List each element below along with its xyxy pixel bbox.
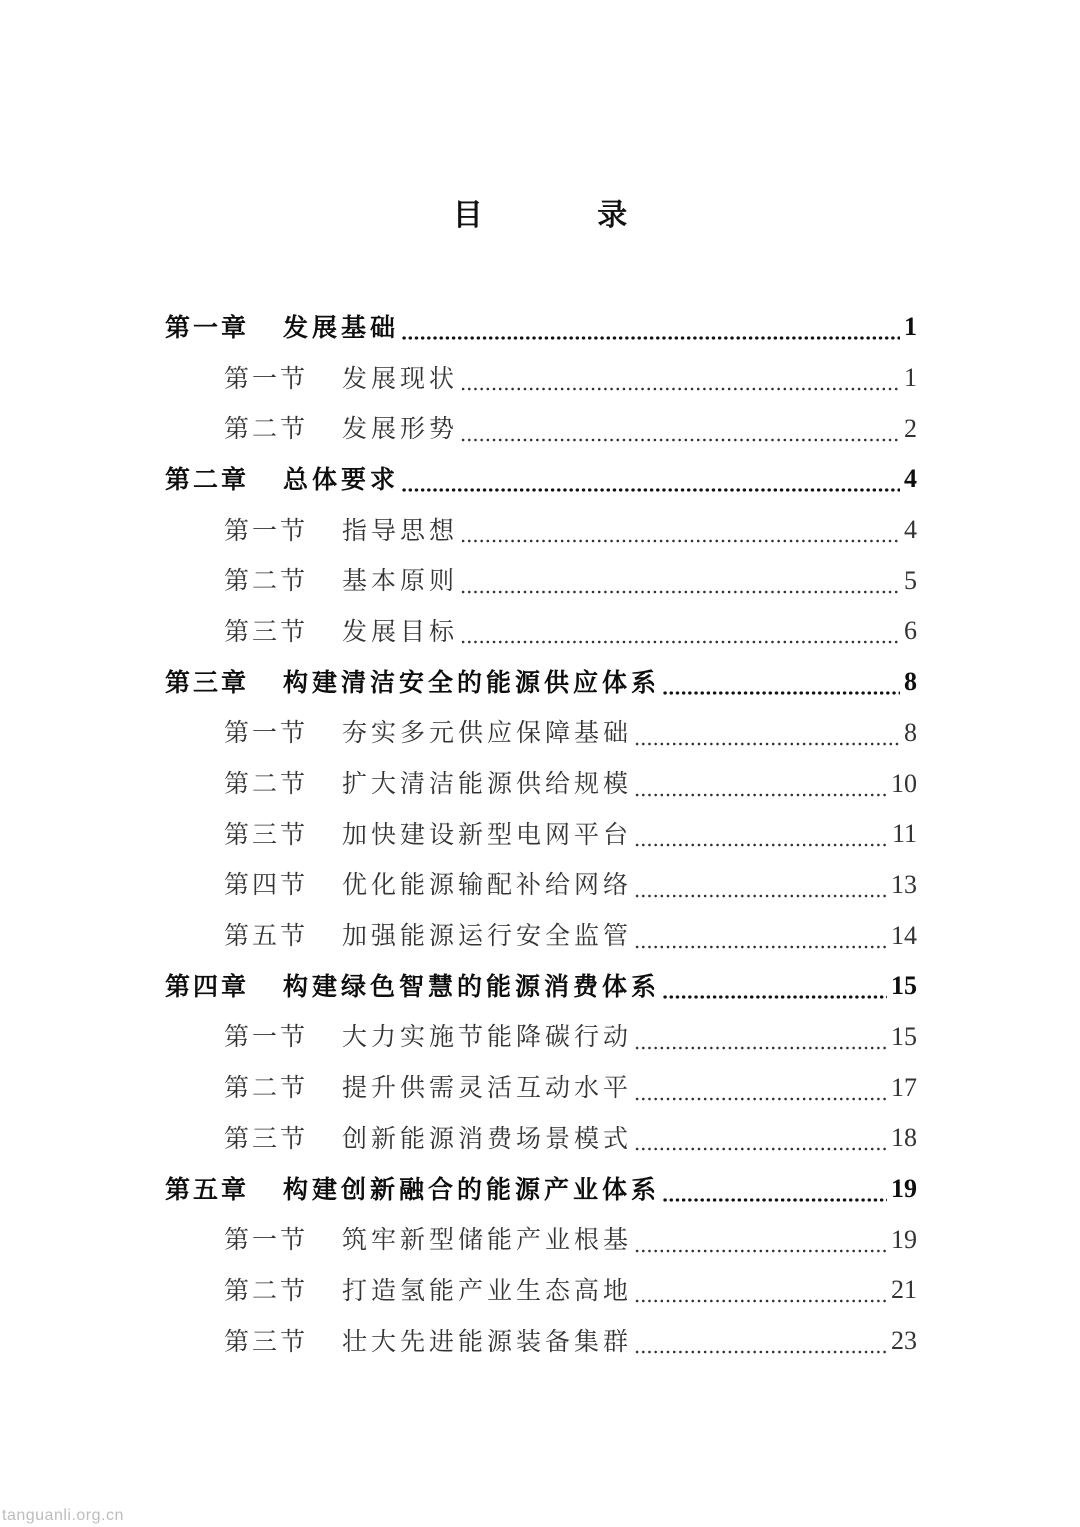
page-number: 10 — [891, 768, 917, 798]
toc-section-entry[interactable] — [0, 353, 917, 404]
toc-section-entry[interactable] — [0, 1265, 917, 1316]
toc-section-entry[interactable] — [0, 505, 917, 556]
chapter-title: 发展基础 — [283, 312, 400, 342]
toc-chapter-entry[interactable] — [0, 657, 917, 708]
toc-section-entry[interactable] — [0, 1012, 917, 1063]
dot-leader — [460, 524, 900, 544]
dot-leader — [401, 321, 900, 341]
section-number: 第二节 — [224, 769, 309, 799]
page-number: 4 — [904, 515, 917, 545]
chapter-number: 第一章 — [165, 312, 250, 342]
page-number: 8 — [904, 717, 917, 747]
section-title: 基本原则 — [342, 566, 459, 596]
section-number: 第三节 — [224, 819, 309, 849]
section-title: 大力实施节能降碳行动 — [342, 1022, 633, 1052]
dot-leader — [634, 1031, 887, 1051]
page-number: 21 — [891, 1275, 917, 1305]
dot-leader — [634, 828, 888, 848]
chapter-number: 第二章 — [165, 464, 250, 494]
chapter-title: 构建创新融合的能源产业体系 — [283, 1174, 661, 1204]
dot-leader — [401, 473, 900, 493]
section-number: 第二节 — [224, 1275, 309, 1305]
section-title: 发展现状 — [342, 363, 459, 393]
toc-chapter-entry[interactable] — [0, 302, 917, 353]
page-number: 1 — [904, 312, 917, 342]
dot-leader — [634, 778, 887, 798]
toc-section-entry[interactable] — [0, 910, 917, 961]
toc-section-entry[interactable] — [0, 758, 917, 809]
section-number: 第三节 — [224, 616, 309, 646]
section-number: 第一节 — [224, 515, 309, 545]
section-title: 发展形势 — [342, 414, 459, 444]
section-title: 夯实多元供应保障基础 — [342, 718, 633, 748]
dot-leader — [634, 1335, 887, 1355]
toc-section-entry[interactable] — [0, 555, 917, 606]
page-number: 5 — [904, 565, 917, 595]
toc-chapter-entry[interactable] — [0, 961, 917, 1012]
toc-title: 目 录 — [452, 198, 680, 233]
toc-section-entry[interactable] — [0, 1062, 917, 1113]
chapter-title: 总体要求 — [283, 464, 400, 494]
toc-section-entry[interactable] — [0, 606, 917, 657]
page-number: 4 — [904, 464, 917, 494]
dot-leader — [460, 372, 900, 392]
toc-section-entry[interactable] — [0, 860, 917, 911]
dot-leader — [662, 980, 887, 1000]
dot-leader — [662, 1183, 887, 1203]
dot-leader — [460, 575, 900, 595]
dot-leader — [634, 1132, 887, 1152]
dot-leader — [634, 930, 887, 950]
section-title: 提升供需灵活互动水平 — [342, 1073, 633, 1103]
toc-list — [0, 302, 1080, 1366]
dot-leader — [634, 1082, 887, 1102]
section-number: 第二节 — [224, 1073, 309, 1103]
section-number: 第二节 — [224, 414, 309, 444]
watermark-text: tanguanli.org.cn — [2, 1507, 124, 1524]
toc-chapter-entry[interactable] — [0, 454, 917, 505]
page-number: 19 — [891, 1174, 917, 1204]
section-number: 第一节 — [224, 363, 309, 393]
toc-section-entry[interactable] — [0, 1113, 917, 1164]
dot-leader — [634, 727, 900, 747]
dot-leader — [460, 625, 900, 645]
toc-section-entry[interactable] — [0, 1316, 917, 1367]
chapter-title: 构建清洁安全的能源供应体系 — [283, 667, 661, 697]
section-title: 壮大先进能源装备集群 — [342, 1326, 633, 1356]
page-number: 1 — [904, 363, 917, 393]
page-number: 19 — [891, 1224, 917, 1254]
section-number: 第一节 — [224, 1225, 309, 1255]
toc-section-entry[interactable] — [0, 809, 917, 860]
section-title: 加快建设新型电网平台 — [342, 819, 633, 849]
section-title: 发展目标 — [342, 616, 459, 646]
dot-leader — [662, 676, 900, 696]
section-number: 第一节 — [224, 718, 309, 748]
page-number: 13 — [891, 869, 917, 899]
toc-chapter-entry[interactable] — [0, 1164, 917, 1215]
page-number: 11 — [891, 819, 917, 849]
section-title: 扩大清洁能源供给规模 — [342, 769, 633, 799]
section-title: 打造氢能产业生态高地 — [342, 1275, 633, 1305]
chapter-number: 第五章 — [165, 1174, 250, 1204]
page-number: 14 — [891, 920, 917, 950]
section-title: 优化能源输配补给网络 — [342, 870, 633, 900]
page-number: 23 — [891, 1326, 917, 1356]
page-number: 15 — [891, 971, 917, 1001]
section-title: 加强能源运行安全监管 — [342, 921, 633, 951]
section-number: 第四节 — [224, 870, 309, 900]
page-number: 17 — [891, 1072, 917, 1102]
section-number: 第五节 — [224, 921, 309, 951]
section-title: 指导思想 — [342, 515, 459, 545]
page-number: 18 — [891, 1123, 917, 1153]
dot-leader — [634, 879, 887, 899]
section-number: 第一节 — [224, 1022, 309, 1052]
page-number: 8 — [904, 667, 917, 697]
chapter-number: 第四章 — [165, 971, 250, 1001]
page-number: 15 — [891, 1021, 917, 1051]
toc-section-entry[interactable] — [0, 1214, 917, 1265]
chapter-number: 第三章 — [165, 667, 250, 697]
page-number: 2 — [904, 413, 917, 443]
toc-section-entry[interactable] — [0, 403, 917, 454]
page-number: 6 — [904, 616, 917, 646]
dot-leader — [634, 1284, 887, 1304]
section-number: 第二节 — [224, 566, 309, 596]
section-title: 创新能源消费场景模式 — [342, 1123, 633, 1153]
dot-leader — [634, 1234, 887, 1254]
section-title: 筑牢新型储能产业根基 — [342, 1225, 633, 1255]
dot-leader — [460, 423, 900, 443]
section-number: 第三节 — [224, 1326, 309, 1356]
toc-section-entry[interactable] — [0, 708, 917, 759]
section-number: 第三节 — [224, 1123, 309, 1153]
chapter-title: 构建绿色智慧的能源消费体系 — [283, 971, 661, 1001]
